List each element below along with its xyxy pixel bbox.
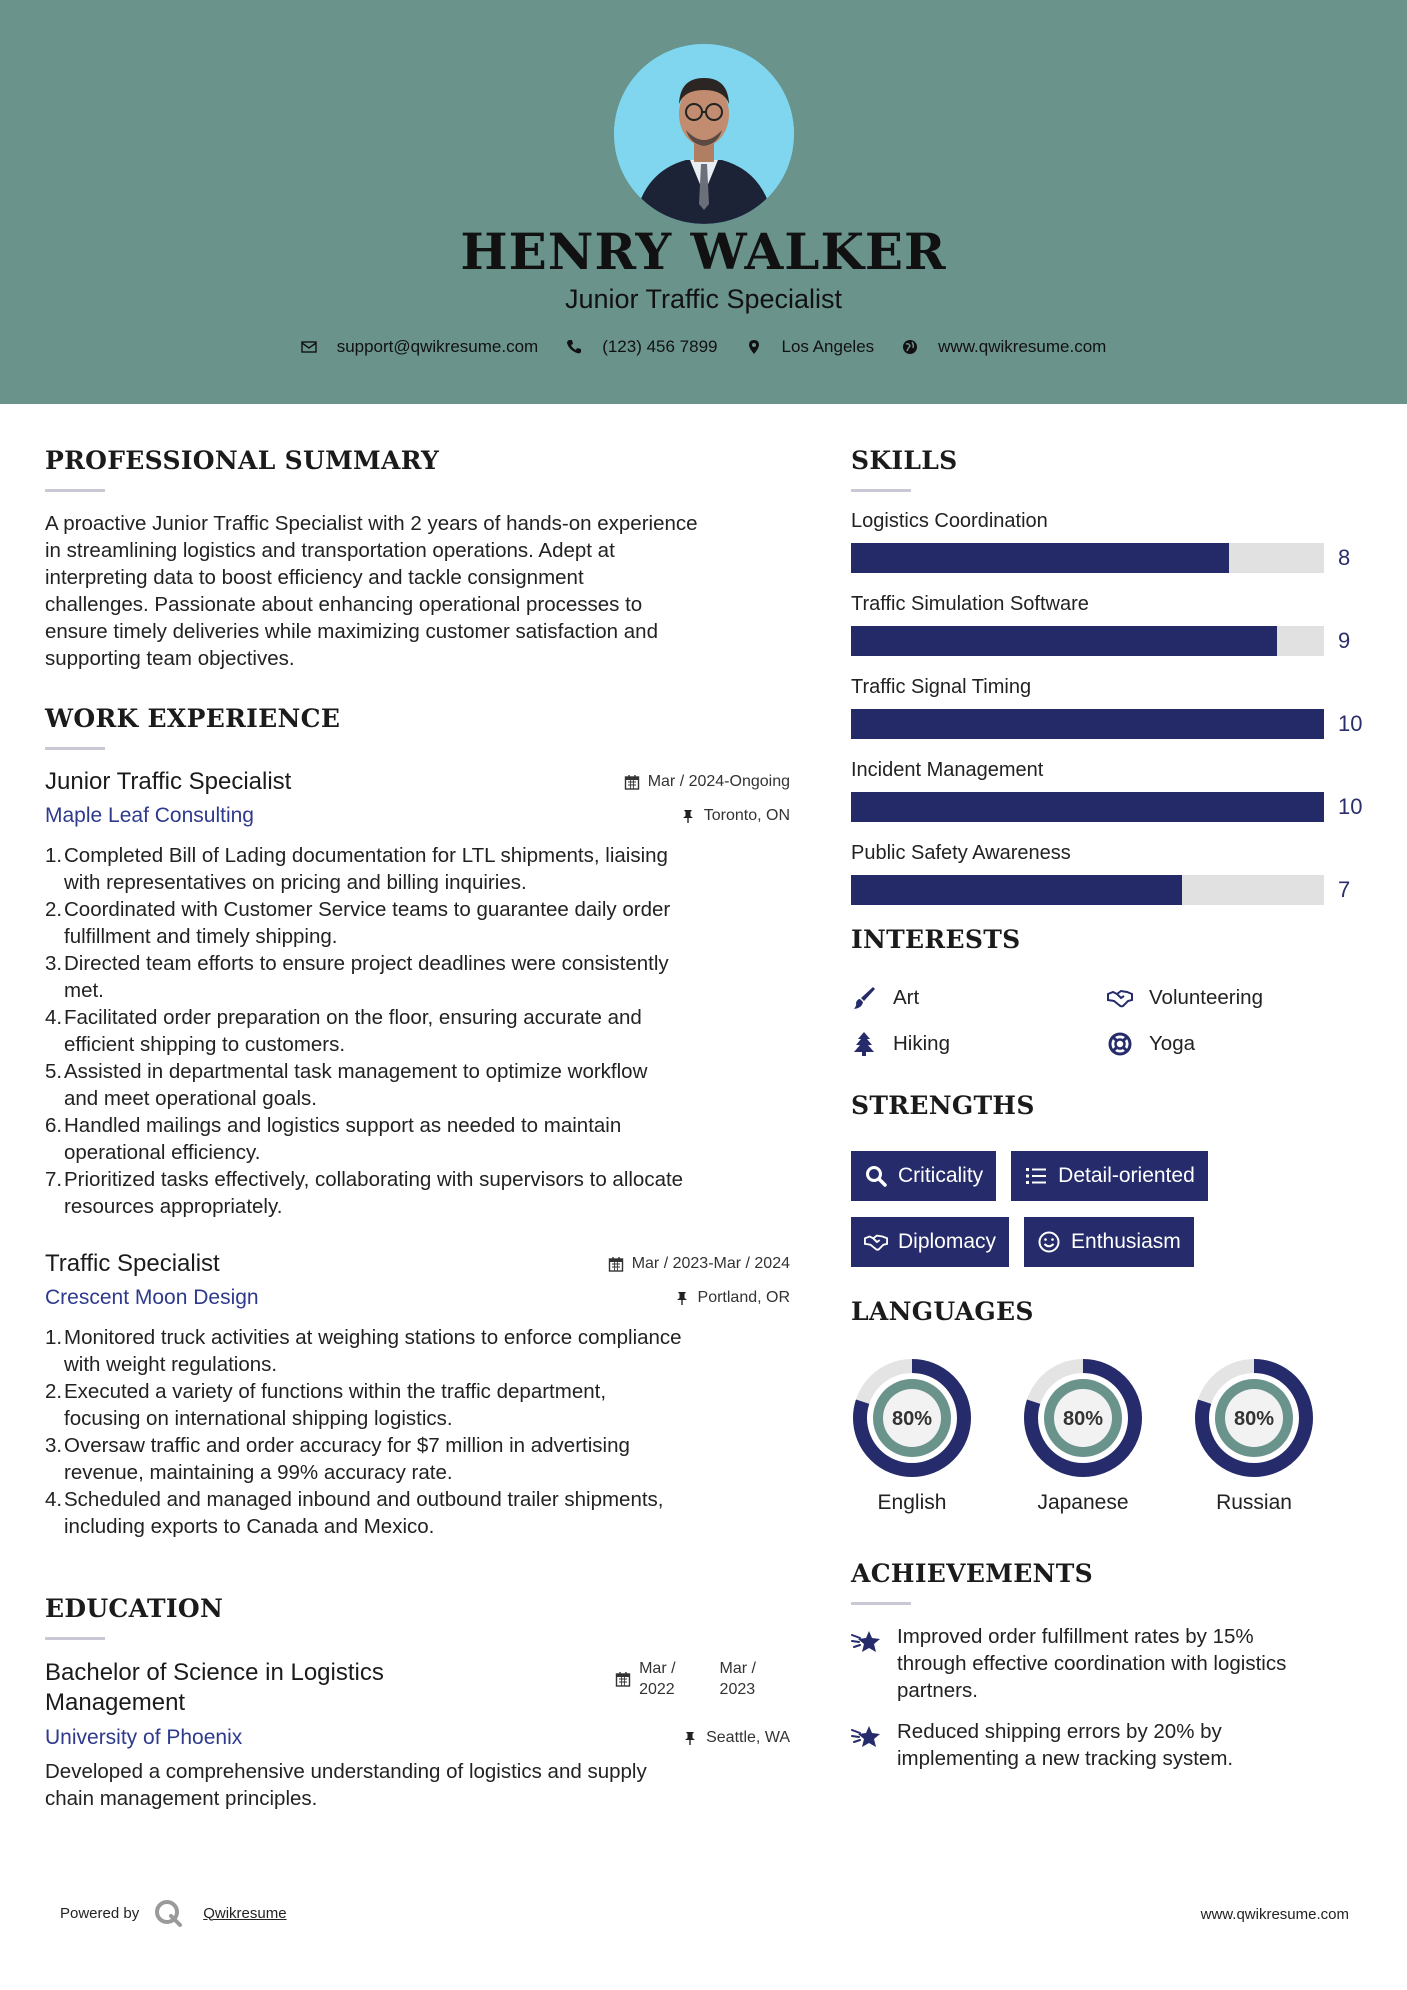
strength-label: Enthusiasm (1071, 1230, 1181, 1253)
list-line: Completed Bill of Lading documentation for LTL shipments, liaising (64, 844, 668, 867)
list-number: 3. (45, 952, 63, 975)
pushpin-icon (674, 1290, 690, 1306)
list-item (45, 1324, 790, 1378)
calendar-icon (624, 774, 640, 790)
school-name: University of Phoenix (45, 1726, 243, 1749)
list-item (45, 1004, 790, 1058)
shooting-star-icon (851, 1722, 883, 1750)
section-divider (851, 968, 911, 971)
contact-website[interactable] (902, 337, 1106, 357)
contact-location (746, 337, 875, 357)
job-location (680, 807, 790, 825)
list-line: including exports to Canada and Mexico. (64, 1515, 435, 1538)
list-number: 1. (45, 844, 63, 867)
languages-section (851, 1297, 1371, 1515)
education-heading: EDUCATION (45, 1594, 224, 1623)
achievement-line: through effective coordination with logistics (897, 1652, 1287, 1675)
brush-icon (851, 985, 877, 1011)
skill-bar (851, 709, 1324, 739)
skill-bar-fill (851, 792, 1324, 822)
header-band (0, 0, 1407, 404)
list-number: 4. (45, 1488, 63, 1511)
job-company: Maple Leaf Consulting (45, 804, 254, 827)
end-date-year: 2023 (719, 1681, 756, 1698)
job-location (674, 1289, 790, 1307)
degree-line: Bachelor of Science in Logistics (45, 1659, 384, 1686)
list-number: 1. (45, 1326, 63, 1349)
interest-item (851, 985, 1107, 1011)
brand-link[interactable]: Qwikresume (203, 1904, 287, 1922)
skill-bar (851, 543, 1324, 573)
list-item (45, 1486, 790, 1540)
skill-row (851, 709, 1371, 739)
candidate-name: HENRY WALKER (460, 222, 947, 281)
strength-label: Diplomacy (898, 1230, 997, 1253)
strength-label: Detail-oriented (1058, 1164, 1195, 1187)
summary-line: ensure timely deliveries while maximizing customer satisfaction and (45, 620, 658, 643)
language-name: English (877, 1491, 947, 1514)
lifering-icon (1107, 1031, 1133, 1057)
skill-value: 10 (1338, 711, 1363, 736)
skill-row (851, 792, 1371, 822)
skill-bar (851, 626, 1324, 656)
list-number: 2. (45, 1380, 63, 1403)
languages-list (851, 1357, 1371, 1515)
contact-bar (0, 337, 1407, 357)
footer-website[interactable]: www.qwikresume.com (1200, 1906, 1349, 1923)
list-line: with weight regulations. (64, 1353, 278, 1376)
language-name: Japanese (1037, 1491, 1129, 1514)
job-dates-text: Mar / 2024-Ongoing (647, 773, 790, 790)
achievement-line: implementing a new tracking system. (897, 1747, 1234, 1770)
job-title: Junior Traffic Specialist (45, 768, 292, 795)
skill-name: Logistics Coordination (851, 510, 1048, 532)
powered-by-text: Powered by (60, 1904, 140, 1922)
list-line: and meet operational goals. (64, 1087, 318, 1110)
job-company: Crescent Moon Design (45, 1286, 259, 1309)
globe-icon (902, 339, 918, 355)
language-percent: 80% (1062, 1408, 1104, 1430)
map-pin-icon (746, 339, 762, 355)
description-line: chain management principles. (45, 1787, 318, 1810)
language-ring (851, 1357, 973, 1479)
handshake-icon (1107, 985, 1133, 1011)
shooting-star-icon (851, 1627, 883, 1655)
section-divider (851, 1134, 911, 1137)
strength-tag (851, 1151, 996, 1201)
achievement-text (897, 1718, 1233, 1772)
strength-label: Criticality (898, 1164, 984, 1187)
list-line: Oversaw traffic and order accuracy for $7 million in advertising (64, 1434, 630, 1457)
list-number: 3. (45, 1434, 63, 1457)
job-dates (608, 1255, 790, 1273)
skill-row (851, 875, 1371, 905)
skills-section (851, 446, 1371, 905)
school-location-text: Seattle, WA (706, 1729, 790, 1746)
left-column (45, 446, 790, 1812)
website-text: www.qwikresume.com (938, 337, 1107, 356)
interests-heading: INTERESTS (851, 925, 1021, 954)
language-ring (1193, 1357, 1315, 1479)
section-divider (851, 1340, 911, 1343)
interests-grid (851, 985, 1371, 1057)
list-line: Scheduled and managed inbound and outbound trailer shipments, (64, 1488, 664, 1511)
job-duties (45, 1324, 790, 1540)
achievement-item (851, 1623, 1371, 1704)
job-location-text: Portland, OR (697, 1289, 790, 1306)
job-location-text: Toronto, ON (703, 807, 790, 824)
email-text: support@qwikresume.com (336, 337, 539, 356)
list-number: 2. (45, 898, 63, 921)
job-dates (624, 773, 790, 791)
summary-section (45, 446, 790, 672)
calendar-icon (608, 1256, 624, 1272)
list-line: efficient shipping to customers. (64, 1033, 346, 1056)
phone-text: (123) 456 7899 (602, 337, 718, 356)
skill-value: 7 (1338, 877, 1351, 902)
list-item (45, 1112, 790, 1166)
list-number: 4. (45, 1006, 63, 1029)
skill-bar (851, 792, 1324, 822)
job-entry (45, 1250, 790, 1540)
list-line: Executed a variety of functions within the traffic department, (64, 1380, 607, 1403)
skill-name: Incident Management (851, 759, 1044, 781)
person-photo-icon (614, 44, 794, 224)
interest-label: Art (893, 986, 920, 1009)
strength-tag (1011, 1151, 1208, 1201)
skill-bar-fill (851, 709, 1324, 739)
summary-line: A proactive Junior Traffic Specialist with 2 years of hands-on experience (45, 512, 698, 535)
pushpin-icon (682, 1730, 698, 1746)
summary-text (45, 510, 790, 672)
contact-email[interactable] (301, 337, 539, 357)
job-entry (45, 768, 790, 1220)
interest-label: Hiking (893, 1032, 950, 1055)
skills-heading: SKILLS (851, 446, 958, 475)
list-line: Directed team efforts to ensure project deadlines were consistently (64, 952, 669, 975)
education-section (45, 1594, 790, 1812)
list-item (45, 1378, 790, 1432)
section-divider (45, 489, 105, 492)
skill-name: Traffic Simulation Software (851, 593, 1089, 615)
location-text: Los Angeles (781, 337, 875, 356)
languages-heading: LANGUAGES (851, 1297, 1034, 1326)
achievement-text (897, 1623, 1286, 1704)
section-divider (851, 489, 911, 492)
list-line: Handled mailings and logistics support as needed to maintain (64, 1114, 622, 1137)
list-icon (1024, 1164, 1048, 1188)
education-description (45, 1758, 790, 1812)
achievement-item (851, 1718, 1371, 1772)
pushpin-icon (680, 808, 696, 824)
summary-line: interpreting data to boost efficiency and tackle consignment (45, 566, 584, 589)
qwikresume-logo-icon (153, 1898, 183, 1928)
list-item (45, 1432, 790, 1486)
description-line: Developed a comprehensive understanding of logistics and supply (45, 1760, 647, 1783)
list-item (45, 950, 790, 1004)
language-item (1193, 1357, 1315, 1515)
school-location (682, 1729, 790, 1747)
interest-item (851, 1031, 1107, 1057)
skill-bar-fill (851, 626, 1277, 656)
start-date-month: Mar / (639, 1660, 676, 1677)
section-divider (851, 1602, 911, 1605)
list-number: 6. (45, 1114, 63, 1137)
language-item (1022, 1357, 1144, 1515)
list-line: revenue, maintaining a 99% accuracy rate. (64, 1461, 453, 1484)
list-line: fulfillment and timely shipping. (64, 925, 338, 948)
strengths-heading: STRENGTHS (851, 1091, 1035, 1120)
right-column (851, 446, 1371, 1786)
skill-value: 10 (1338, 794, 1363, 819)
calendar-icon (615, 1671, 631, 1687)
summary-line: supporting team objectives. (45, 647, 295, 670)
summary-line: challenges. Passionate about enhancing operational processes to (45, 593, 643, 616)
list-item (45, 896, 790, 950)
footer-powered-by (60, 1898, 287, 1928)
handshake-icon (864, 1230, 888, 1254)
skill-value: 8 (1338, 545, 1351, 570)
language-ring (1022, 1357, 1144, 1479)
contact-phone[interactable] (566, 337, 717, 357)
list-line: Coordinated with Customer Service teams to guarantee daily order (64, 898, 671, 921)
experience-section (45, 704, 790, 1540)
job-dates-text: Mar / 2023-Mar / 2024 (631, 1255, 790, 1272)
list-number: 5. (45, 1060, 63, 1083)
skill-bar (851, 875, 1324, 905)
smile-icon (1037, 1230, 1061, 1254)
list-line: Monitored truck activities at weighing stations to enforce compliance (64, 1326, 682, 1349)
list-item (45, 1166, 790, 1220)
skill-bar-fill (851, 875, 1182, 905)
language-name: Russian (1216, 1491, 1292, 1514)
section-divider (45, 747, 105, 750)
list-line: Assisted in departmental task management to optimize workflow (64, 1060, 648, 1083)
interest-label: Volunteering (1149, 986, 1263, 1009)
summary-line: in streamlining logistics and transportation operations. Adept at (45, 539, 615, 562)
strengths-tags (851, 1151, 1321, 1267)
interest-item (1107, 985, 1363, 1011)
candidate-role: Junior Traffic Specialist (564, 284, 843, 314)
list-line: Facilitated order preparation on the floor, ensuring accurate and (64, 1006, 642, 1029)
list-line: operational efficiency. (64, 1141, 261, 1164)
skill-name: Traffic Signal Timing (851, 676, 1032, 698)
skill-value: 9 (1338, 628, 1351, 653)
search-icon (864, 1164, 888, 1188)
list-number: 7. (45, 1168, 63, 1191)
profile-photo (614, 44, 794, 224)
achievement-line: partners. (897, 1679, 978, 1702)
list-line: Prioritized tasks effectively, collaborating with supervisors to allocate (64, 1168, 684, 1191)
tree-icon (851, 1031, 877, 1057)
list-item (45, 1058, 790, 1112)
skill-bar-fill (851, 543, 1229, 573)
list-line: resources appropriately. (64, 1195, 283, 1218)
end-date-month: Mar / (719, 1660, 756, 1677)
interest-item (1107, 1031, 1363, 1057)
skills-list (851, 510, 1371, 905)
skill-row (851, 626, 1371, 656)
list-line: with representatives on pricing and billing inquiries. (64, 871, 527, 894)
language-percent: 80% (1233, 1408, 1275, 1430)
section-divider (45, 1637, 105, 1640)
achievements-section (851, 1559, 1371, 1772)
language-item (851, 1357, 973, 1515)
achievements-heading: ACHIEVEMENTS (851, 1559, 1093, 1588)
start-date-year: 2022 (639, 1681, 675, 1698)
skill-name: Public Safety Awareness (851, 842, 1071, 864)
job-duties (45, 842, 790, 1220)
interest-label: Yoga (1149, 1032, 1195, 1055)
list-item (45, 842, 790, 896)
achievement-line: Reduced shipping errors by 20% by (897, 1720, 1222, 1743)
education-dates (615, 1658, 756, 1700)
interests-section (851, 925, 1371, 1057)
strength-tag (1024, 1217, 1194, 1267)
strengths-section (851, 1091, 1371, 1267)
envelope-icon (301, 339, 317, 355)
skill-row (851, 543, 1371, 573)
summary-heading: PROFESSIONAL SUMMARY (45, 446, 440, 475)
degree-title (45, 1658, 384, 1718)
achievement-line: Improved order fulfillment rates by 15% (897, 1625, 1254, 1648)
language-percent: 80% (891, 1408, 933, 1430)
phone-icon (566, 339, 582, 355)
job-title: Traffic Specialist (45, 1250, 220, 1277)
degree-line: Management (45, 1689, 186, 1716)
experience-heading: WORK EXPERIENCE (45, 704, 341, 733)
list-line: focusing on international shipping logistics. (64, 1407, 453, 1430)
strength-tag (851, 1217, 1009, 1267)
list-line: met. (64, 979, 104, 1002)
